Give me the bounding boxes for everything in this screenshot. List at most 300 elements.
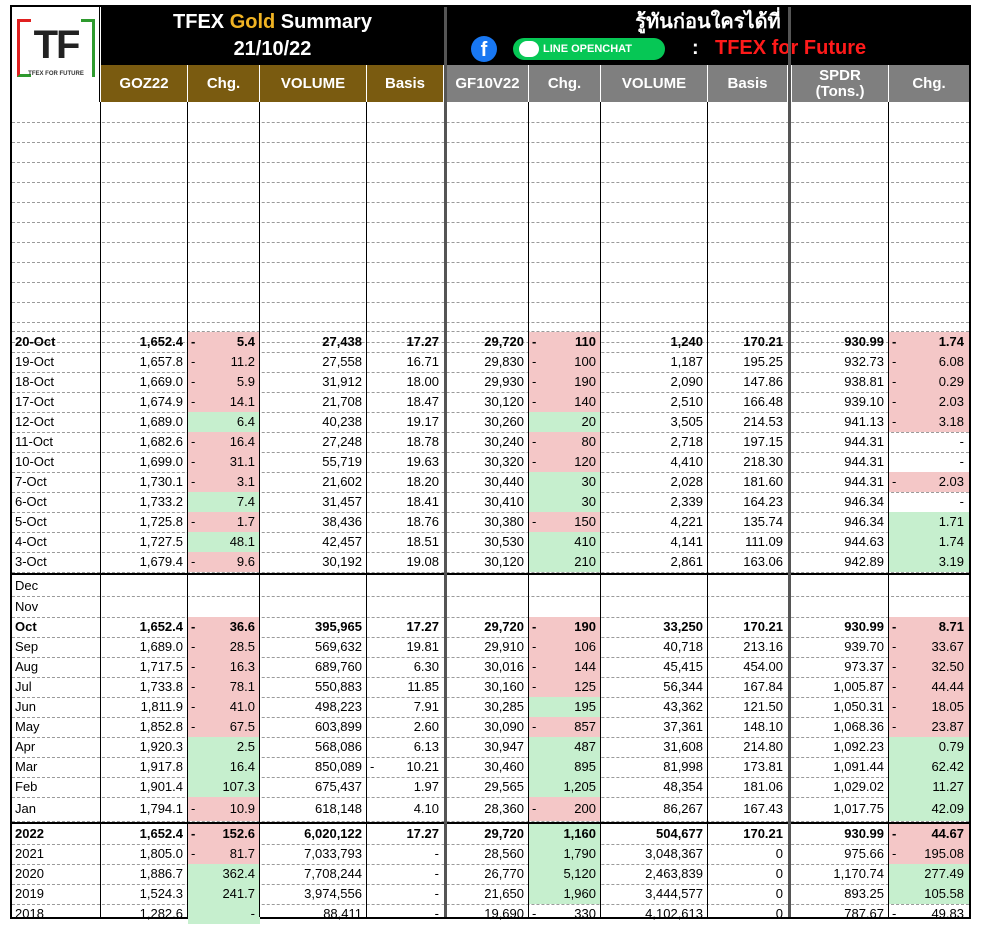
cell-value: 1.74	[938, 334, 964, 349]
cell-value: Aug	[15, 659, 39, 674]
negative-sign: -	[892, 374, 897, 389]
cell-goz	[101, 432, 188, 452]
cell-value: 939.70	[844, 639, 884, 654]
cell-gozbasis	[367, 372, 444, 392]
cell-gfchg	[529, 532, 601, 552]
cell-label	[12, 844, 101, 864]
cell-gfvol	[601, 657, 708, 677]
cell-value: 1,689.0	[139, 414, 183, 429]
cell-label	[12, 677, 101, 697]
cell-value: 1,733.2	[139, 494, 183, 509]
cell-value: 850,089	[315, 759, 362, 774]
cell-gfchg	[529, 737, 601, 757]
cell-label	[12, 777, 101, 797]
negative-sign: -	[191, 474, 196, 489]
row-gridline	[12, 282, 969, 283]
cell-value: 2,090	[670, 374, 703, 389]
negative-sign: -	[532, 719, 537, 734]
cell-label	[12, 864, 101, 884]
cell-gozbasis	[367, 637, 444, 657]
cell-gozvol	[260, 797, 367, 821]
negative-sign: -	[892, 679, 897, 694]
cell-value: 1,727.5	[139, 534, 183, 549]
table-row	[12, 777, 969, 797]
cell-value: 18.47	[406, 394, 439, 409]
cell-value: 181.60	[743, 474, 783, 489]
cell-value: 30,120	[484, 394, 524, 409]
cell-value: 213.16	[743, 639, 783, 654]
cell-gf	[447, 884, 529, 904]
line-openchat-button[interactable]	[513, 38, 665, 60]
negative-sign: -	[892, 619, 897, 634]
cell-gf	[447, 372, 529, 392]
promo-colon: :	[692, 37, 699, 59]
title-prefix: TFEX	[173, 11, 230, 33]
table-row	[12, 472, 969, 492]
cell-gfbasis	[708, 677, 788, 697]
cell-gozbasis	[367, 757, 444, 777]
cell-gozbasis	[367, 797, 444, 821]
negative-sign: -	[532, 619, 537, 634]
column-divider	[707, 102, 708, 917]
cell-label	[12, 452, 101, 472]
col-header-goz-chg: Chg.	[188, 65, 260, 102]
cell-spdrchg	[889, 797, 969, 821]
cell-value: 1,960	[563, 886, 596, 901]
page-title	[101, 10, 444, 34]
facebook-icon[interactable]: f	[471, 36, 497, 62]
cell-gozchg	[188, 372, 260, 392]
col-header-goz22: GOZ22	[101, 65, 188, 102]
cell-spdrchg	[889, 552, 969, 572]
cell-value: 30,160	[484, 679, 524, 694]
cell-spdrchg	[889, 332, 969, 352]
cell-value: -	[434, 886, 439, 901]
cell-value: 1,652.4	[139, 334, 183, 349]
cell-value: 0.29	[938, 374, 964, 389]
cell-spdr	[792, 617, 889, 637]
cell-gozbasis	[367, 884, 444, 904]
cell-gfvol	[601, 697, 708, 717]
cell-gf	[447, 697, 529, 717]
cell-gozvol	[260, 884, 367, 904]
cell-value: 16.3	[229, 659, 255, 674]
cell-value: 504,677	[656, 826, 703, 841]
cell-gozbasis	[367, 472, 444, 492]
cell-gf	[447, 737, 529, 757]
cell-value: 1.97	[413, 779, 439, 794]
cell-goz	[101, 372, 188, 392]
cell-gozchg	[188, 432, 260, 452]
cell-goz	[101, 392, 188, 412]
cell-value: 29,565	[484, 779, 524, 794]
cell-gozchg	[188, 904, 260, 924]
cell-gfvol	[601, 372, 708, 392]
cell-value: 362.4	[222, 866, 255, 881]
cell-value: May	[15, 719, 40, 734]
cell-value: 42.09	[931, 801, 964, 816]
cell-gf	[447, 777, 529, 797]
cell-gfvol	[601, 512, 708, 532]
cell-label: Dec	[15, 578, 39, 593]
cell-value: 2022	[15, 826, 44, 841]
cell-gf	[447, 472, 529, 492]
cell-gozbasis	[367, 904, 444, 924]
cell-value: 973.37	[844, 659, 884, 674]
cell-value: 603,899	[315, 719, 362, 734]
cell-value: 1,005.87	[833, 679, 884, 694]
cell-value: 10-Oct	[15, 454, 55, 469]
cell-value: 11.85	[407, 679, 439, 694]
cell-gozchg	[188, 552, 260, 572]
cell-value: 1,901.4	[139, 779, 183, 794]
cell-value: 49.83	[931, 906, 964, 921]
negative-sign: -	[191, 514, 196, 529]
cell-value: 569,632	[315, 639, 362, 654]
negative-sign: -	[892, 659, 897, 674]
cell-gozbasis	[367, 777, 444, 797]
negative-sign: -	[191, 846, 196, 861]
cell-value: 170.21	[743, 334, 783, 349]
cell-gf	[447, 657, 529, 677]
cell-gfchg	[529, 637, 601, 657]
table-row	[12, 412, 969, 432]
table-row	[12, 904, 969, 924]
negative-sign: -	[191, 374, 196, 389]
cell-value: 181.06	[743, 779, 783, 794]
cell-goz	[101, 737, 188, 757]
section-column-divider	[444, 7, 447, 917]
cell-gfvol	[601, 492, 708, 512]
cell-gfbasis	[708, 657, 788, 677]
cell-gozchg	[188, 884, 260, 904]
cell-value: 29,720	[484, 334, 524, 349]
cell-value: 6.13	[413, 739, 439, 754]
cell-value: 946.34	[844, 514, 884, 529]
cell-gozvol	[260, 617, 367, 637]
cell-value: 19-Oct	[15, 354, 55, 369]
cell-spdr	[792, 532, 889, 552]
cell-value: 277.49	[924, 866, 964, 881]
cell-gfvol	[601, 637, 708, 657]
cell-value: 7,033,793	[304, 846, 362, 861]
col-header-gf10v22: GF10V22	[447, 65, 529, 102]
cell-label	[12, 884, 101, 904]
row-gridline	[12, 122, 969, 123]
cell-value: 1,050.31	[833, 699, 884, 714]
cell-spdr	[792, 512, 889, 532]
title-suffix: Summary	[275, 11, 372, 33]
cell-gozvol	[260, 904, 367, 924]
cell-spdr	[792, 452, 889, 472]
cell-value: 1,524.3	[139, 886, 183, 901]
row-gridline	[12, 322, 969, 323]
cell-spdr	[792, 637, 889, 657]
table-row	[12, 657, 969, 677]
cell-gozchg	[188, 472, 260, 492]
cell-value: 11.27	[932, 779, 964, 794]
cell-value: 3.1	[236, 474, 255, 489]
logo-panel	[12, 7, 100, 102]
cell-gfvol	[601, 552, 708, 572]
cell-goz	[101, 617, 188, 637]
cell-goz	[101, 797, 188, 821]
cell-value: 29,910	[484, 639, 524, 654]
negative-sign: -	[191, 801, 196, 816]
negative-sign: -	[892, 846, 897, 861]
negative-sign: -	[532, 334, 537, 349]
cell-value: 30,192	[322, 554, 362, 569]
line-icon	[519, 41, 539, 57]
cell-value: 944.63	[844, 534, 884, 549]
cell-spdrchg	[889, 904, 969, 924]
cell-gozbasis	[367, 352, 444, 372]
table-row	[12, 332, 969, 352]
table-row	[12, 352, 969, 372]
negative-sign: -	[191, 334, 196, 349]
cell-gozbasis	[367, 677, 444, 697]
cell-goz	[101, 884, 188, 904]
table-row	[12, 697, 969, 717]
cell-value: 135.74	[743, 514, 783, 529]
col-header-spdr: SPDR (Tons.)	[792, 65, 889, 102]
cell-gozbasis	[367, 844, 444, 864]
cell-value: 31,608	[663, 739, 703, 754]
cell-value: 1,794.1	[139, 801, 183, 816]
cell-value: Jan	[15, 801, 36, 816]
cell-gozvol	[260, 824, 367, 844]
cell-value: 11.2	[230, 354, 255, 369]
column-divider	[528, 102, 529, 917]
cell-value: 20	[581, 414, 596, 429]
cell-value: 395,965	[315, 619, 362, 634]
cell-gf	[447, 844, 529, 864]
cell-value: 241.7	[222, 886, 255, 901]
cell-spdrchg	[889, 757, 969, 777]
table-row	[12, 532, 969, 552]
cell-gfchg	[529, 452, 601, 472]
cell-gfbasis	[708, 737, 788, 757]
cell-spdrchg	[889, 864, 969, 884]
cell-value: 3,974,556	[304, 886, 362, 901]
cell-value: 56,344	[663, 679, 703, 694]
cell-value: 195	[574, 699, 596, 714]
cell-label	[12, 532, 101, 552]
negative-sign: -	[191, 554, 196, 569]
cell-spdrchg	[889, 637, 969, 657]
cell-value: 17.27	[406, 826, 439, 841]
cell-gfbasis	[708, 697, 788, 717]
cell-value: 1,160	[563, 826, 596, 841]
table-row	[12, 884, 969, 904]
cell-gozchg	[188, 777, 260, 797]
cell-value: 23.87	[931, 719, 964, 734]
cell-gfbasis	[708, 352, 788, 372]
cell-value: 1,669.0	[139, 374, 183, 389]
cell-spdr	[792, 697, 889, 717]
cell-gozvol	[260, 512, 367, 532]
cell-value: 21,650	[484, 886, 524, 901]
cell-value: 1,029.02	[833, 779, 884, 794]
cell-value: 944.31	[844, 474, 884, 489]
cell-gozchg	[188, 637, 260, 657]
cell-value: Mar	[15, 759, 38, 774]
cell-value: 0	[775, 886, 783, 901]
cell-gozbasis	[367, 552, 444, 572]
cell-value: 167.84	[743, 679, 783, 694]
col-header-spdr-chg: Chg.	[889, 65, 969, 102]
cell-spdrchg	[889, 412, 969, 432]
cell-value: 147.86	[743, 374, 783, 389]
row-gridline	[12, 202, 969, 203]
cell-value: 10.9	[229, 801, 255, 816]
cell-value: 1,682.6	[139, 434, 183, 449]
cell-gf	[447, 392, 529, 412]
cell-gozchg	[188, 352, 260, 372]
brand-name: TFEX for Future	[715, 37, 867, 59]
negative-sign: -	[532, 374, 537, 389]
cell-value: 30	[581, 494, 596, 509]
cell-label	[12, 372, 101, 392]
cell-value: 939.10	[844, 394, 884, 409]
cell-gfchg	[529, 332, 601, 352]
cell-value: 5,120	[563, 866, 596, 881]
cell-gozvol	[260, 492, 367, 512]
cell-gfchg	[529, 412, 601, 432]
cell-value: -	[434, 846, 439, 861]
cell-value: Jun	[15, 699, 36, 714]
cell-value: 30,120	[484, 554, 524, 569]
cell-value: 410	[574, 534, 596, 549]
cell-goz	[101, 697, 188, 717]
cell-label	[12, 757, 101, 777]
table-row	[12, 512, 969, 532]
row-gridline	[12, 262, 969, 263]
cell-spdr	[792, 824, 889, 844]
cell-gozchg	[188, 657, 260, 677]
cell-gozchg	[188, 617, 260, 637]
cell-gf	[447, 332, 529, 352]
cell-value: 2018	[15, 906, 44, 921]
cell-gozbasis	[367, 532, 444, 552]
cell-spdrchg	[889, 844, 969, 864]
cell-value: Feb	[15, 779, 38, 794]
cell-value: 197.15	[743, 434, 783, 449]
cell-gfvol	[601, 757, 708, 777]
negative-sign: -	[191, 639, 196, 654]
cell-goz	[101, 452, 188, 472]
cell-value: 29,830	[484, 354, 524, 369]
cell-gozbasis	[367, 492, 444, 512]
cell-value: 148.10	[743, 719, 783, 734]
cell-value: 1,717.5	[139, 659, 183, 674]
cell-gfvol	[601, 452, 708, 472]
cell-gozvol	[260, 332, 367, 352]
cell-gozchg	[188, 492, 260, 512]
cell-value: 787.67	[844, 906, 884, 921]
column-divider	[888, 102, 889, 917]
cell-value: 930.99	[844, 334, 884, 349]
cell-value: 2,510	[670, 394, 703, 409]
negative-sign: -	[892, 474, 897, 489]
negative-sign: -	[532, 354, 537, 369]
cell-spdr	[792, 332, 889, 352]
cell-goz	[101, 777, 188, 797]
cell-spdr	[792, 884, 889, 904]
cell-value: 44.44	[931, 679, 964, 694]
cell-value: 200	[574, 801, 596, 816]
cell-value: 40,718	[663, 639, 703, 654]
table-row	[12, 737, 969, 757]
cell-value: 30,380	[484, 514, 524, 529]
cell-value: 80	[581, 434, 596, 449]
negative-sign: -	[191, 679, 196, 694]
cell-gf	[447, 904, 529, 924]
cell-gfchg	[529, 777, 601, 797]
negative-sign: -	[532, 801, 537, 816]
cell-value: 167.43	[743, 801, 783, 816]
cell-value: 941.13	[844, 414, 884, 429]
col-header-gf-chg: Chg.	[529, 65, 601, 102]
cell-value: 31,457	[322, 494, 362, 509]
cell-spdr	[792, 864, 889, 884]
cell-value: 1,725.8	[139, 514, 183, 529]
cell-spdrchg	[889, 677, 969, 697]
cell-gfvol	[601, 844, 708, 864]
column-divider	[600, 102, 601, 917]
cell-value: 1,068.36	[833, 719, 884, 734]
cell-value: 18.51	[406, 534, 439, 549]
cell-gfchg	[529, 757, 601, 777]
negative-sign: -	[191, 354, 196, 369]
cell-spdrchg	[889, 492, 969, 512]
cell-value: 2020	[15, 866, 44, 881]
cell-value: 19.17	[406, 414, 439, 429]
table-row	[12, 864, 969, 884]
cell-label	[12, 797, 101, 821]
cell-value: 330	[574, 906, 596, 921]
cell-value: 19,690	[484, 906, 524, 921]
cell-spdr	[792, 352, 889, 372]
cell-gozchg	[188, 737, 260, 757]
cell-value: 31.1	[229, 454, 255, 469]
cell-value: 0	[775, 866, 783, 881]
cell-gozvol	[260, 392, 367, 412]
negative-sign: -	[892, 414, 897, 429]
cell-gfbasis	[708, 757, 788, 777]
column-divider	[259, 102, 260, 917]
cell-value: 16.71	[406, 354, 439, 369]
negative-sign: -	[191, 699, 196, 714]
cell-gfvol	[601, 864, 708, 884]
negative-sign: -	[532, 394, 537, 409]
cell-gozbasis	[367, 412, 444, 432]
cell-value: 3,505	[670, 414, 703, 429]
cell-value: -	[959, 434, 964, 449]
cell-gfchg	[529, 884, 601, 904]
cell-value: 938.81	[844, 374, 884, 389]
cell-value: 3-Oct	[15, 554, 47, 569]
cell-value: 31,912	[322, 374, 362, 389]
cell-label	[12, 412, 101, 432]
cell-goz	[101, 657, 188, 677]
cell-spdr	[792, 737, 889, 757]
cell-value: 27,558	[322, 354, 362, 369]
cell-value: 17.27	[406, 334, 439, 349]
cell-gf	[447, 532, 529, 552]
cell-value: 195.08	[924, 846, 964, 861]
cell-value: 6.4	[236, 414, 255, 429]
